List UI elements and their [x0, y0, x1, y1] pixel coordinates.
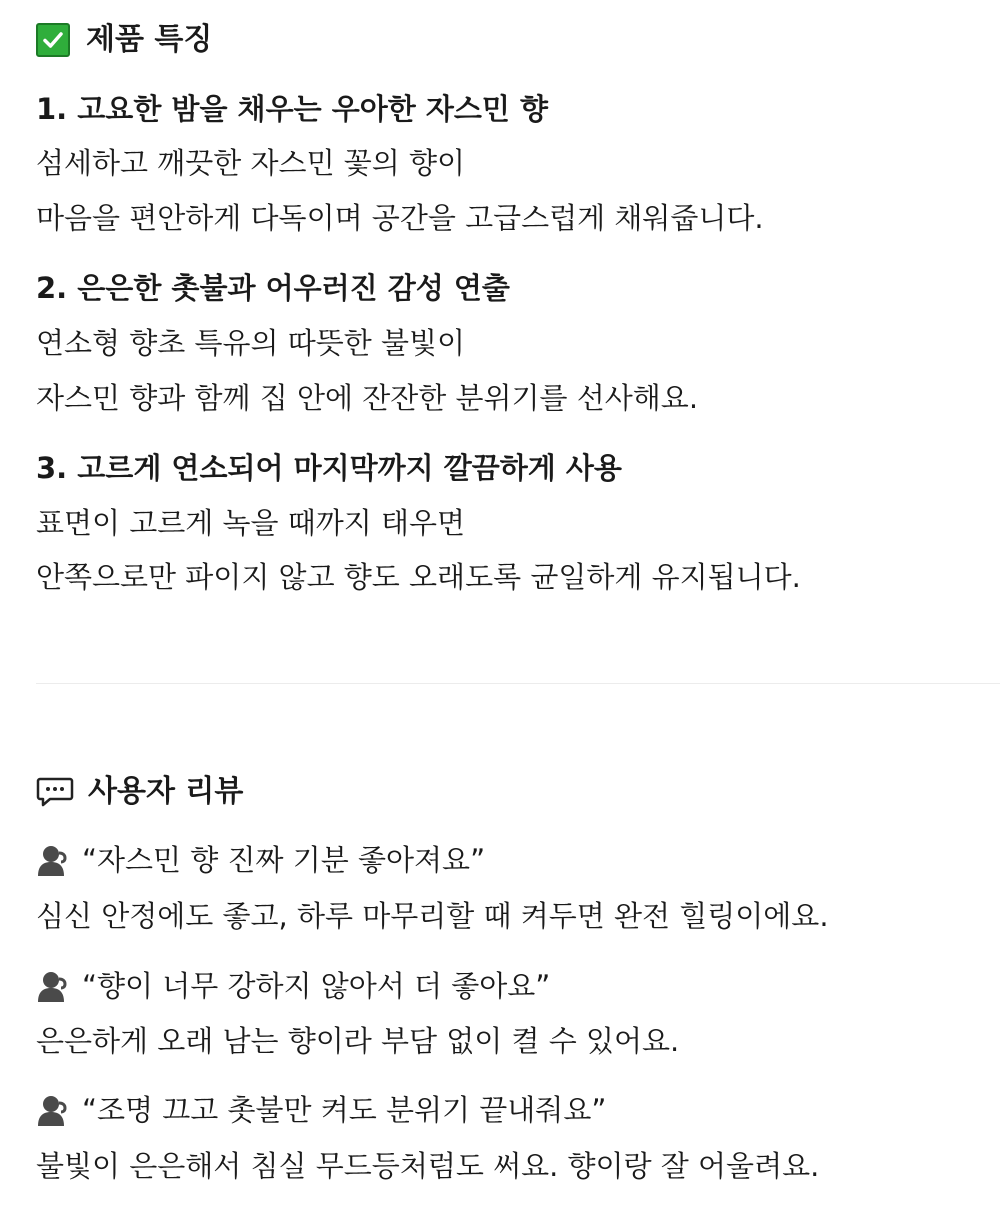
feature-2-line-1: 연소형 향초 특유의 따뜻한 불빛이 — [36, 326, 466, 360]
person-silhouette-icon — [36, 1093, 70, 1127]
review-1-quote-row — [36, 840, 485, 880]
speech-balloon-icon — [36, 776, 74, 808]
review-3-quote: “조명 끄고 촛불만 켜도 분위기 끝내줘요” — [82, 1093, 607, 1127]
feature-title-2: 2. 은은한 촛불과 어우러진 감성 연출 — [36, 271, 510, 305]
feature-title-1: 1. 고요한 밤을 채우는 우아한 자스민 향 — [36, 92, 548, 126]
review-2-quote: “향이 너무 강하지 않아서 더 좋아요” — [82, 969, 551, 1003]
review-3-comment: 불빛이 은은해서 침실 무드등처럼도 써요. 향이랑 잘 어울려요. — [36, 1149, 820, 1183]
reviews-heading — [36, 772, 243, 812]
person-silhouette-icon — [36, 843, 70, 877]
feature-1-line-1: 섬세하고 깨끗한 자스민 꽃의 향이 — [36, 146, 466, 180]
features-heading — [36, 20, 212, 60]
person-silhouette-icon — [36, 969, 70, 1003]
check-mark-button-icon — [36, 23, 70, 57]
review-1-comment: 심신 안정에도 좋고, 하루 마무리할 때 켜두면 완전 힐링이에요. — [36, 899, 829, 933]
review-2-comment: 은은하게 오래 남는 향이라 부담 없이 켤 수 있어요. — [36, 1024, 680, 1058]
feature-1-line-2: 마음을 편안하게 다독이며 공간을 고급스럽게 채워줍니다. — [36, 201, 764, 235]
review-3-quote-row — [36, 1090, 606, 1130]
feature-3-line-1: 표면이 고르게 녹을 때까지 태우면 — [36, 506, 466, 540]
feature-2-line-2: 자스민 향과 함께 집 안에 잔잔한 분위기를 선사해요. — [36, 381, 699, 415]
review-2-quote-row — [36, 966, 550, 1006]
reviews-heading-label: 사용자 리뷰 — [88, 774, 244, 809]
feature-3-line-2: 안쪽으로만 파이지 않고 향도 오래도록 균일하게 유지됩니다. — [36, 560, 801, 594]
features-heading-label: 제품 특징 — [86, 22, 213, 57]
review-1-quote: “자스민 향 진짜 기분 좋아져요” — [82, 843, 486, 877]
feature-title-3: 3. 고르게 연소되어 마지막까지 깔끔하게 사용 — [36, 451, 622, 485]
section-divider — [36, 683, 1000, 684]
